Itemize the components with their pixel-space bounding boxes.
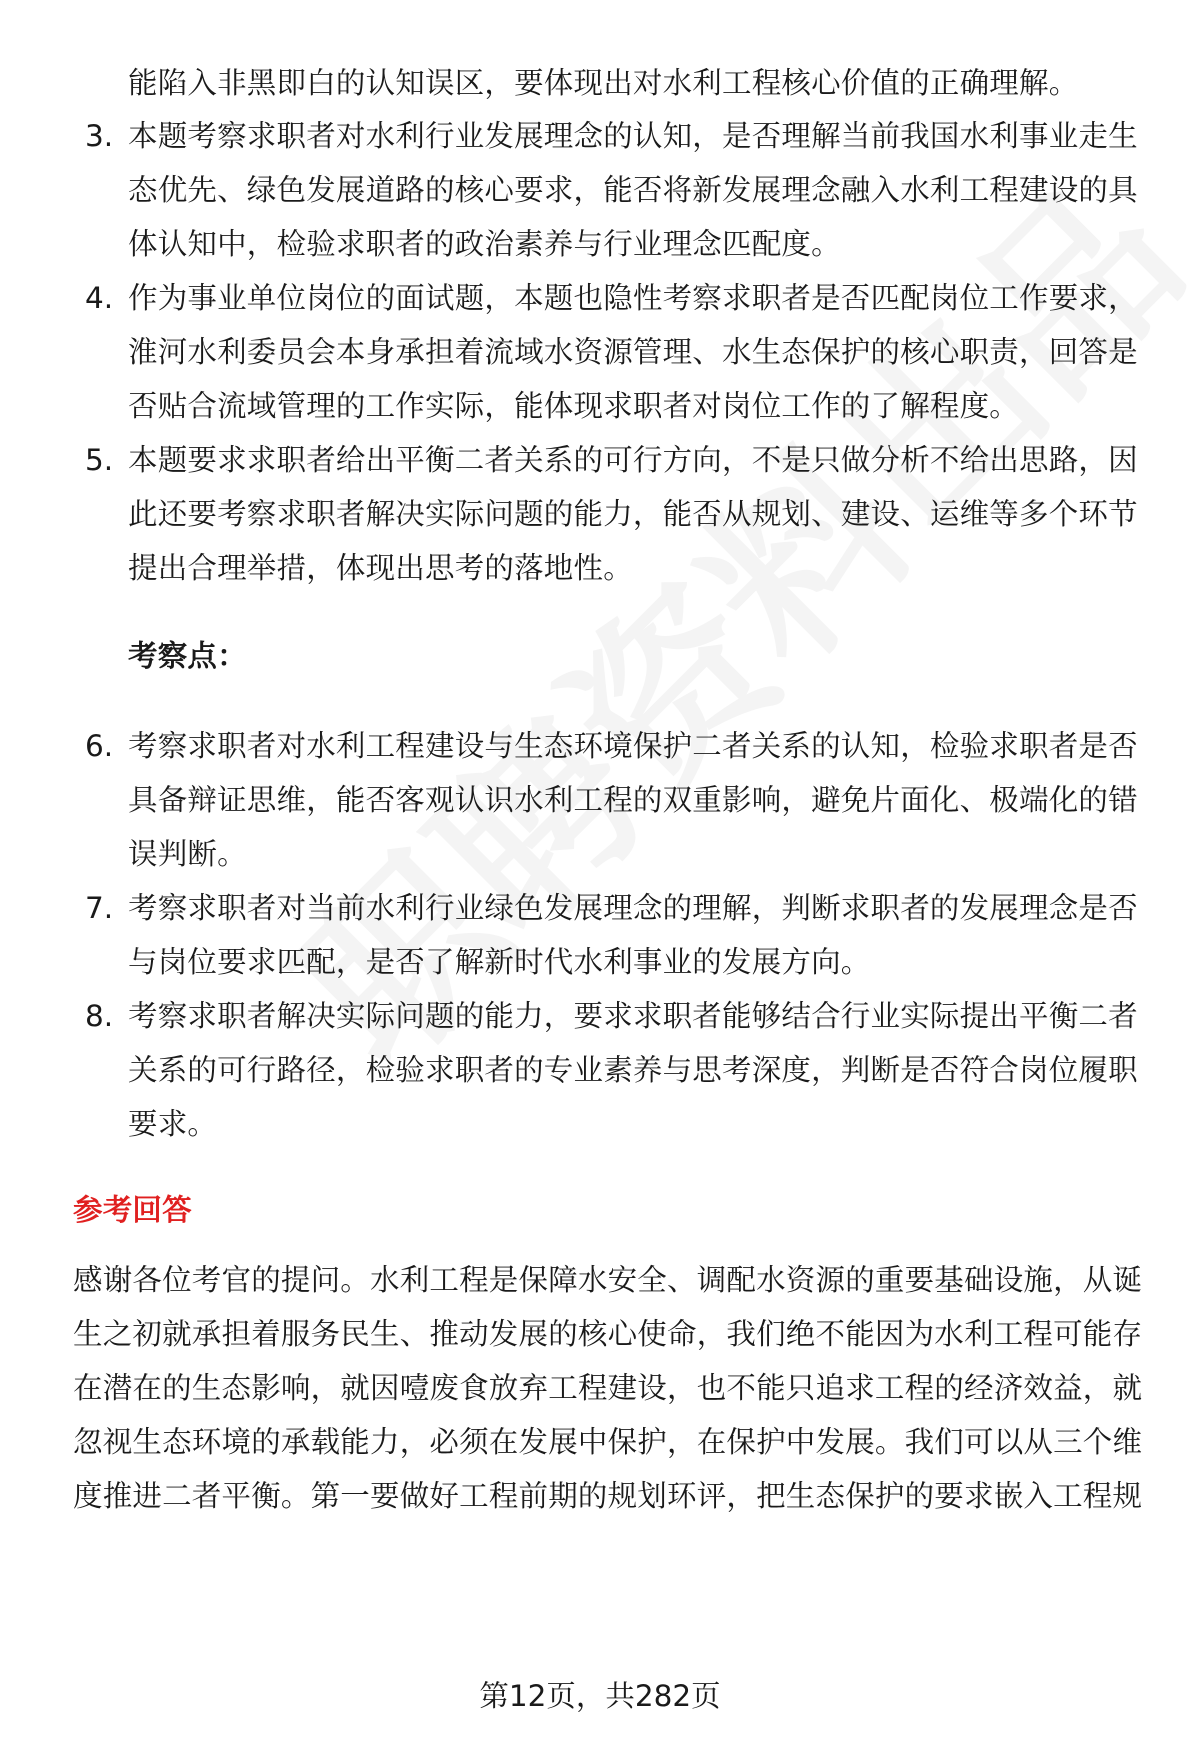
answer-line: 忽视生态环境的承载能力，必须在发展中保护，在保护中发展。我们可以从三个维 [73, 1425, 1143, 1459]
section-heading-answer: 参考回答 [73, 1193, 192, 1227]
list-item-line: 考察求职者对当前水利行业绿色发展理念的理解，判断求职者的发展理念是否 [128, 891, 1138, 925]
list-item-line: 要求。 [128, 1107, 218, 1141]
list-item-number: 3. [85, 119, 114, 153]
list-item-line: 具备辩证思维，能否客观认识水利工程的双重影响，避免片面化、极端化的错 [128, 783, 1138, 817]
list-item-line: 考察求职者对水利工程建设与生态环境保护二者关系的认知，检验求职者是否 [128, 729, 1138, 763]
list-item-line: 本题考察求职者对水利行业发展理念的认知，是否理解当前我国水利事业走生 [128, 119, 1138, 153]
list-item-line: 此还要考察求职者解决实际问题的能力，能否从规划、建设、运维等多个环节 [128, 497, 1138, 531]
list-item-number: 7. [85, 891, 114, 925]
list-item-line: 考察求职者解决实际问题的能力，要求求职者能够结合行业实际提出平衡二者 [128, 999, 1138, 1033]
list-item-line: 淮河水利委员会本身承担着流域水资源管理、水生态保护的核心职责，回答是 [128, 335, 1138, 369]
answer-line: 在潜在的生态影响，就因噎废食放弃工程建设，也不能只追求工程的经济效益，就 [73, 1371, 1143, 1405]
list-item-line: 作为事业单位岗位的面试题，本题也隐性考察求职者是否匹配岗位工作要求， [128, 281, 1138, 315]
list-item-line: 关系的可行路径，检验求职者的专业素养与思考深度，判断是否符合岗位履职 [128, 1053, 1138, 1087]
list-item-line: 体认知中，检验求职者的政治素养与行业理念匹配度。 [128, 227, 841, 261]
answer-line: 感谢各位考官的提问。水利工程是保障水安全、调配水资源的重要基础设施，从诞 [73, 1263, 1143, 1297]
list-item-line: 提出合理举措，体现出思考的落地性。 [128, 551, 633, 585]
intro-line: 能陷入非黑即白的认知误区，要体现出对水利工程核心价值的正确理解。 [128, 66, 1079, 100]
list-item-line: 否贴合流域管理的工作实际，能体现求职者对岗位工作的了解程度。 [128, 389, 1020, 423]
list-item-line: 与岗位要求匹配，是否了解新时代水利事业的发展方向。 [128, 945, 871, 979]
list-item-line: 误判断。 [128, 837, 247, 871]
section-heading-kaochadian: 考察点： [128, 639, 247, 673]
list-item-number: 8. [85, 999, 114, 1033]
list-item-line: 本题要求求职者给出平衡二者关系的可行方向，不是只做分析不给出思路，因 [128, 443, 1138, 477]
list-item-number: 6. [85, 729, 114, 763]
list-item-line: 态优先、绿色发展道路的核心要求，能否将新发展理念融入水利工程建设的具 [128, 173, 1138, 207]
answer-line: 生之初就承担着服务民生、推动发展的核心使命，我们绝不能因为水利工程可能存 [73, 1317, 1143, 1351]
page-footer: 第12页，共282页 [479, 1679, 721, 1713]
list-item-number: 5. [85, 443, 114, 477]
answer-line: 度推进二者平衡。第一要做好工程前期的规划环评，把生态保护的要求嵌入工程规 [73, 1479, 1143, 1513]
list-item-number: 4. [85, 281, 114, 315]
